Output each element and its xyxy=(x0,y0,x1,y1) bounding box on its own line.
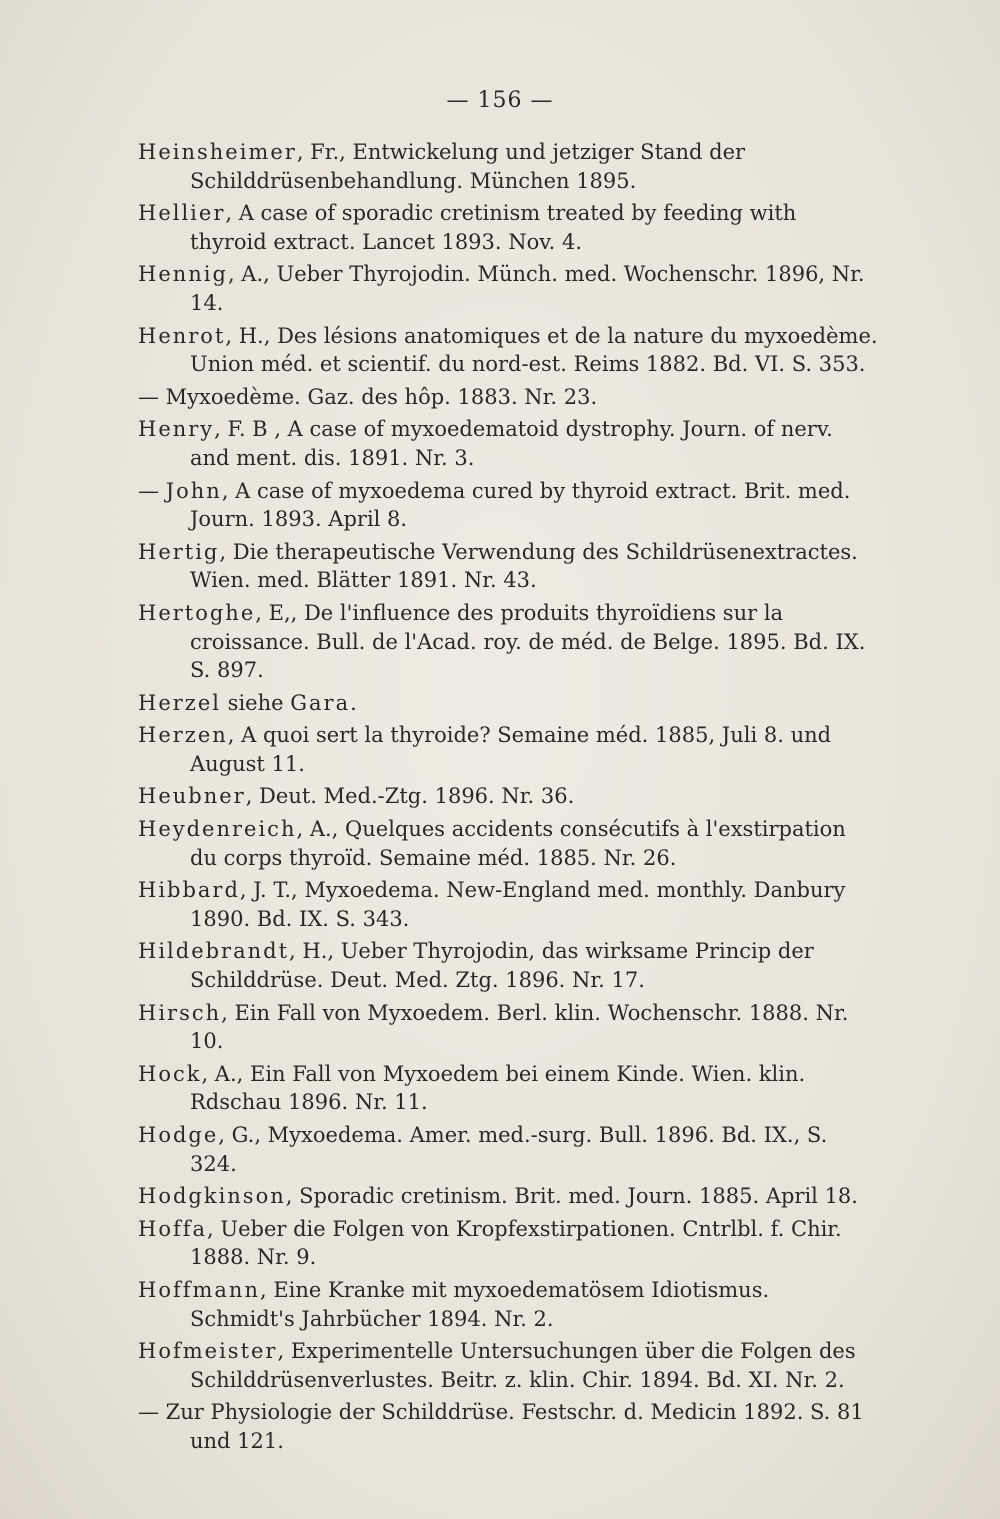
bibliography-entry xyxy=(138,782,878,811)
entry-author: Hofmeister xyxy=(138,1339,278,1364)
entry-author: Herzel xyxy=(138,690,221,715)
entry-text: siehe xyxy=(221,690,291,715)
entry-text: , A quoi sert la thyroide? Semaine méd. 1885, Juli 8. und August 11. xyxy=(190,723,832,776)
bibliography-entry xyxy=(138,599,878,685)
entry-prefix: — xyxy=(138,478,166,503)
bibliography-entry xyxy=(138,415,878,472)
bibliography-entry xyxy=(138,876,878,933)
bibliography-entry xyxy=(138,477,878,534)
entry-text: , Fr., Entwickelung und jetziger Stand der Schilddrüsenbehandlung. München 1895. xyxy=(190,140,746,193)
entry-text: , J. T., Myxoedema. New-England med. monthly. Danbury 1890. Bd. IX. S. 343. xyxy=(190,878,846,931)
bibliography-entry xyxy=(138,322,878,379)
entry-text: , Deut. Med.-Ztg. 1896. Nr. 36. xyxy=(245,784,575,809)
entry-text: , H., Ueber Thyrojodin, das wirksame Princip der Schilddrüse. Deut. Med. Ztg. 1896. Nr. 17. xyxy=(190,939,814,993)
bibliography-entry xyxy=(138,199,878,256)
entry-text: , Ueber die Folgen von Kropfexstirpationen. Cntrlbl. f. Chir. 1888. Nr. 9. xyxy=(190,1216,842,1270)
entry-text: , A case of myxoedema cured by thyroid extract. Brit. med. Journ. 1893. April 8. xyxy=(190,478,851,532)
bibliography-entry xyxy=(138,1060,878,1117)
bibliography-entry xyxy=(138,383,878,412)
entry-text: — Zur Physiologie der Schilddrüse. Festschr. d. Medicin 1892. S. 81 und 121. xyxy=(138,1400,864,1453)
entry-author: Heubner xyxy=(138,784,246,809)
entry-text: , H., Des lésions anatomiques et de la nature du myxoedème. Union méd. et scientif. du nord-est. Reims 1882. Bd. VI. S. 353. xyxy=(190,323,878,377)
entry-author: Hildebrandt xyxy=(138,939,290,964)
entry-author: Hertig xyxy=(138,539,220,564)
bibliography-entry xyxy=(138,1121,878,1178)
bibliography-entry xyxy=(138,1276,878,1333)
bibliography-entry xyxy=(138,815,878,872)
entry-text: , G., Myxoedema. Amer. med.-surg. Bull. 1896. Bd. IX., S. 324. xyxy=(190,1123,828,1176)
entry-name: Gara xyxy=(290,690,351,715)
entry-author: Hellier xyxy=(138,201,226,226)
bibliography-entry xyxy=(138,1398,878,1455)
entry-author: Hibbard xyxy=(138,878,240,903)
entry-text: , Eine Kranke mit myxoedematösem Idiotismus. Schmidt's Jahrbücher 1894. Nr. 2. xyxy=(190,1277,770,1331)
bibliography-entry xyxy=(138,721,878,778)
entry-author: Hock xyxy=(138,1061,202,1086)
entry-author: Henry xyxy=(138,417,215,442)
entry-author: Henrot xyxy=(138,323,226,348)
page-number: — 156 — xyxy=(446,88,554,113)
entry-author: Heydenreich xyxy=(138,817,297,842)
bibliography-entry xyxy=(138,689,878,718)
entry-author: Hoffmann xyxy=(138,1277,260,1302)
entry-text: , A case of sporadic cretinism treated by feeding with thyroid extract. Lancet 1893. Nov. 4. xyxy=(190,201,797,254)
entry-text: , F. B , A case of myxoedematoid dystrophy. Journ. of nerv. and ment. dis. 1891. Nr. 3. xyxy=(190,417,833,470)
entry-author: Hodgkinson xyxy=(138,1184,286,1209)
bibliography-list xyxy=(138,138,878,1460)
bibliography-entry xyxy=(138,1215,878,1272)
entry-text: , Die therapeutische Verwendung des Schildrüsenextractes. Wien. med. Blätter 1891. Nr. 43. xyxy=(190,539,858,593)
bibliography-entry xyxy=(138,937,878,994)
bibliography-entry xyxy=(138,260,878,317)
bibliography-entry xyxy=(138,1337,878,1394)
entry-suffix: . xyxy=(350,690,357,715)
entry-author: Hodge xyxy=(138,1123,219,1147)
entry-author: Herzen xyxy=(138,723,228,748)
bibliography-entry xyxy=(138,1182,878,1211)
entry-text: , A., Quelques accidents consécutifs à l'exstirpation du corps thyroïd. Semaine méd. 1885. Nr. 26. xyxy=(190,817,846,870)
entry-author: Hennig xyxy=(138,262,228,287)
entry-text: , Experimentelle Untersuchungen über die Folgen des Schilddrüsenverlustes. Beitr. z. klin. Chir. 1894. Bd. XI. Nr. 2. xyxy=(190,1339,856,1392)
entry-author: Hoffa xyxy=(138,1216,208,1241)
entry-author: Hertoghe xyxy=(138,600,256,625)
entry-text: , A., Ueber Thyrojodin. Münch. med. Wochenschr. 1896, Nr. 14. xyxy=(190,262,865,315)
entry-text: , Sporadic cretinism. Brit. med. Journ. 1885. April 18. xyxy=(285,1184,858,1209)
bibliography-entry xyxy=(138,138,878,195)
entry-name: John xyxy=(165,478,222,503)
entry-text: , A., Ein Fall von Myxoedem bei einem Kinde. Wien. klin. Rdschau 1896. Nr. 11. xyxy=(190,1061,806,1115)
entry-text: — Myxoedème. Gaz. des hôp. 1883. Nr. 23. xyxy=(138,384,598,409)
entry-text: , E,, De l'influence des produits thyroïdiens sur la croissance. Bull. de l'Acad. roy. de méd. de Belge. 1895. Bd. IX. S. 897. xyxy=(190,600,866,683)
entry-author: Hirsch xyxy=(138,1000,222,1025)
entry-author: Heinsheimer xyxy=(138,140,297,164)
entry-text: , Ein Fall von Myxoedem. Berl. klin. Wochenschr. 1888. Nr. 10. xyxy=(190,1000,849,1054)
bibliography-entry xyxy=(138,538,878,595)
bibliography-entry xyxy=(138,999,878,1056)
